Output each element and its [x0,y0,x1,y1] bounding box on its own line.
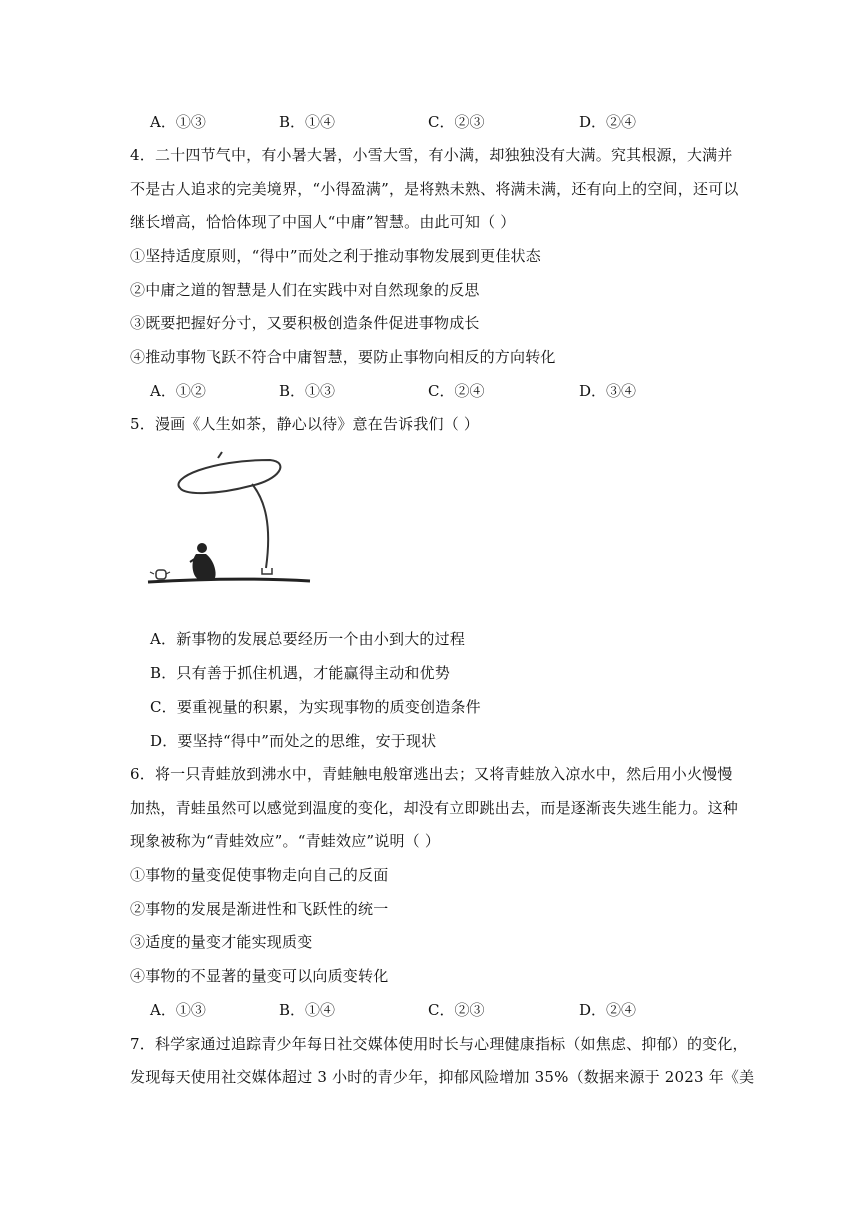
q6-stem-line-2: 加热，青蛙虽然可以感觉到温度的变化，却没有立即跳出去，而是逐渐丧失逃生能力。这种 [130,799,739,817]
q4-stem-line-3: 继长增高，恰恰体现了中国人“中庸”智慧。由此可知（ ） [130,213,516,231]
q4-item-2: ②中庸之道的智慧是人们在实践中对自然现象的反思 [130,281,480,299]
q6-options [0,1000,860,1020]
q3-options [0,112,860,132]
q4-options [0,381,860,401]
q4-item-4: ④推动事物飞跃不符合中庸智慧，要防止事物向相反的方向转化 [130,348,556,366]
q5-option-b: B．只有善于抓住机遇，才能赢得主动和优势 [150,664,451,682]
q6-item-4: ④事物的不显著的量变可以向质变转化 [130,967,389,985]
q6-option-b: B．①④ [279,1001,336,1019]
q4-option-a: A．①② [150,382,206,400]
q4-stem-line-1: 4．二十四节气中，有小暑大暑，小雪大雪，有小满，却独独没有大满。究其根源，大满并 [130,146,733,164]
q7-stem-line-2: 发现每天使用社交媒体超过 3 小时的青少年，抑郁风险增加 35%（数据来源于 2023 年《美 [130,1068,755,1086]
q4-option-d: D．③④ [579,382,637,400]
cartoon-person-drinking-tea-under-umbrella-icon [140,450,315,590]
q5-option-a: A．新事物的发展总要经历一个由小到大的过程 [150,630,466,648]
q5-option-d: D．要坚持“得中”而处之的思维，安于现状 [150,732,437,750]
q4-item-3: ③既要把握好分寸，又要积极创造条件促进事物成长 [130,314,480,332]
q3-option-c: C．②③ [428,113,485,131]
q6-item-2: ②事物的发展是渐进性和飞跃性的统一 [130,900,389,918]
q6-item-1: ①事物的量变促使事物走向自己的反面 [130,866,389,884]
q6-stem-line-1: 6．将一只青蛙放到沸水中，青蛙触电般窜逃出去；又将青蛙放入凉水中，然后用小火慢慢 [130,765,733,783]
q4-option-c: C．②④ [428,382,485,400]
q6-option-d: D．②④ [579,1001,637,1019]
q3-option-d: D．②④ [579,113,637,131]
q7-stem-line-1: 7．科学家通过追踪青少年每日社交媒体使用时长与心理健康指标（如焦虑、抑郁）的变化， [130,1035,748,1053]
q4-item-1: ①坚持适度原则，“得中”而处之利于推动事物发展到更佳状态 [130,247,541,265]
q4-stem-line-2: 不是古人追求的完美境界，“小得盈满”，是将熟未熟、将满未满，还有向上的空间，还可以 [130,180,739,198]
q6-option-a: A．①③ [150,1001,206,1019]
q5-option-c: C．要重视量的积累，为实现事物的质变创造条件 [150,698,481,716]
q6-item-3: ③适度的量变才能实现质变 [130,933,313,951]
q5-stem: 5．漫画《人生如茶，静心以待》意在告诉我们（ ） [130,415,480,433]
q3-option-b: B．①④ [279,113,336,131]
q3-option-a: A．①③ [150,113,206,131]
q6-stem-line-3: 现象被称为“青蛙效应”。“青蛙效应”说明（ ） [130,832,441,850]
q4-option-b: B．①③ [279,382,336,400]
q6-option-c: C．②③ [428,1001,485,1019]
